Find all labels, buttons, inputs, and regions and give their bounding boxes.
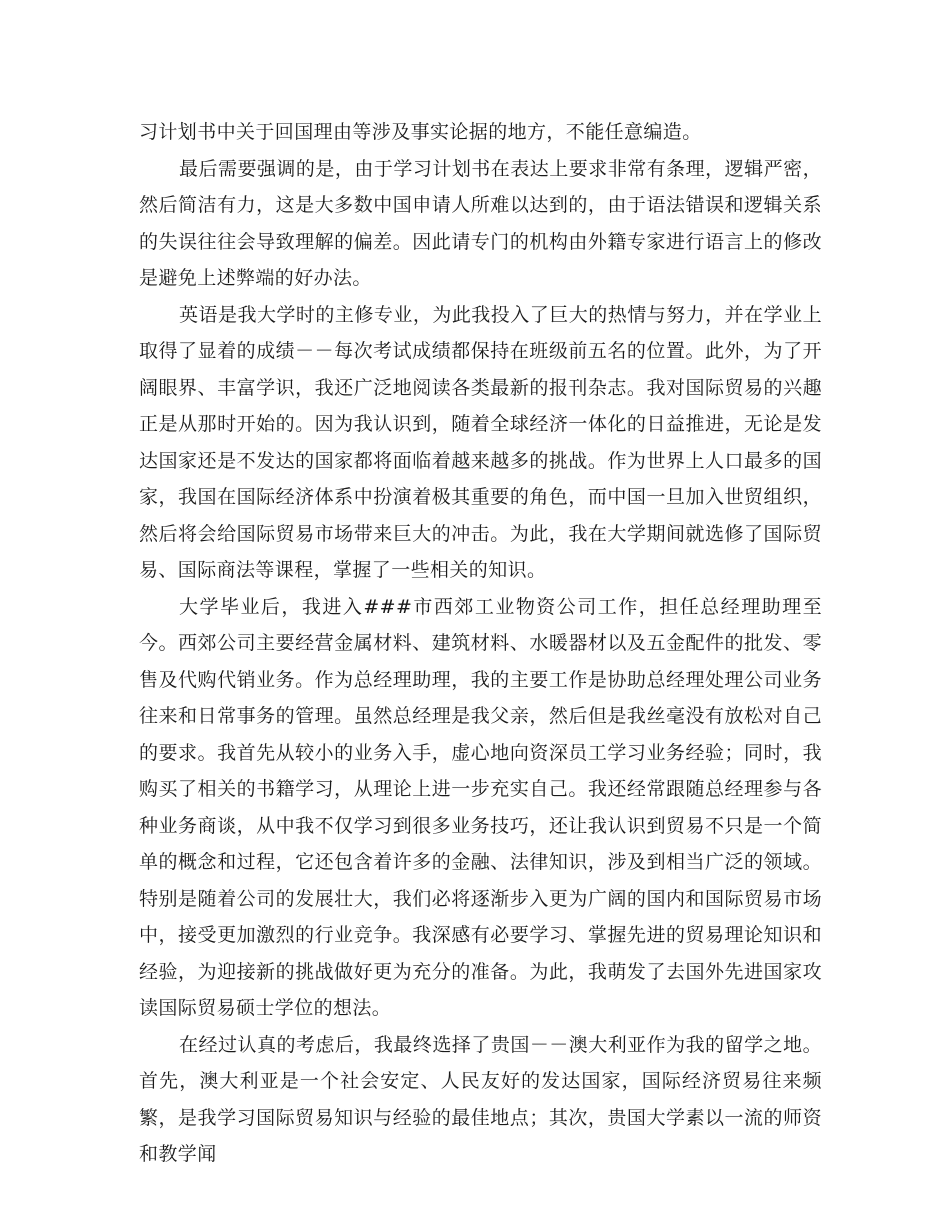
- paragraph-1: 习计划书中关于回国理由等涉及事实论据的地方，不能任意编造。: [139, 121, 702, 143]
- paragraph-4: 大学毕业后，我进入###市西郊工业物资公司工作，担任总经理助理至今。西郊公司主要经营金属材料、建筑材料、水暖器材以及五金配件的批发、零售及代购代销业务。作为总经理助理，我的主要工作是协助总经理处理公司业务往来和日常事务的管理。虽然总经理是我父亲，然后但是我丝毫没有放松对自己的要求。我首先从较小的业务入手，虚心地向资深员工学习业务经验；同时，我购买了相关的书籍学习，从理论上进一步充实自己。我还经常跟随总经理参与各种业务商谈，从中我不仅学习到很多业务技巧，还让我认识到贸易不只是一个简单的概念和过程，它还包含着许多的金融、法律知识，涉及到相当广泛的领域。特别是随着公司的发展壮大，我们必将逐渐步入更为广阔的国内和国际贸易市场中，接受更加激烈的行业竞争。我深感有必要学习、掌握先进的贸易理论知识和经验，为迎接新的挑战做好更为充分的准备。为此，我萌发了去国外先进国家攻读国际贸易硕士学位的想法。: [139, 595, 822, 1019]
- paragraph-2: 最后需要强调的是，由于学习计划书在表达上要求非常有条理，逻辑严密，然后简洁有力，这是大多数中国申请人所难以达到的，由于语法错误和逻辑关系的失误往往会导致理解的偏差。因此请专门的机构由外籍专家进行语言上的修改是避免上述弊端的好办法。: [139, 157, 822, 289]
- paragraph-3: 英语是我大学时的主修专业，为此我投入了巨大的热情与努力，并在学业上取得了显着的成绩－－每次考试成绩都保持在班级前五名的位置。此外，为了开阔眼界、丰富学识，我还广泛地阅读各类最新的报刊杂志。我对国际贸易的兴趣正是从那时开始的。因为我认识到，随着全球经济一体化的日益推进，无论是发达国家还是不发达的国家都将面临着越来越多的挑战。作为世界上人口最多的国家，我国在国际经济体系中扮演着极其重要的角色，而中国一旦加入世贸组织，然后将会给国际贸易市场带来巨大的冲击。为此，我在大学期间就选修了国际贸易、国际商法等课程，掌握了一些相关的知识。: [139, 303, 822, 581]
- document-page: [139, 114, 822, 1173]
- paragraph-5: 在经过认真的考虑后，我最终选择了贵国－－澳大利亚作为我的留学之地。首先，澳大利亚是一个社会安定、人民友好的发达国家，国际经济贸易往来频繁，是我学习国际贸易知识与经验的最佳地点；其次，贵国大学素以一流的师资和教学闻: [139, 1033, 822, 1165]
